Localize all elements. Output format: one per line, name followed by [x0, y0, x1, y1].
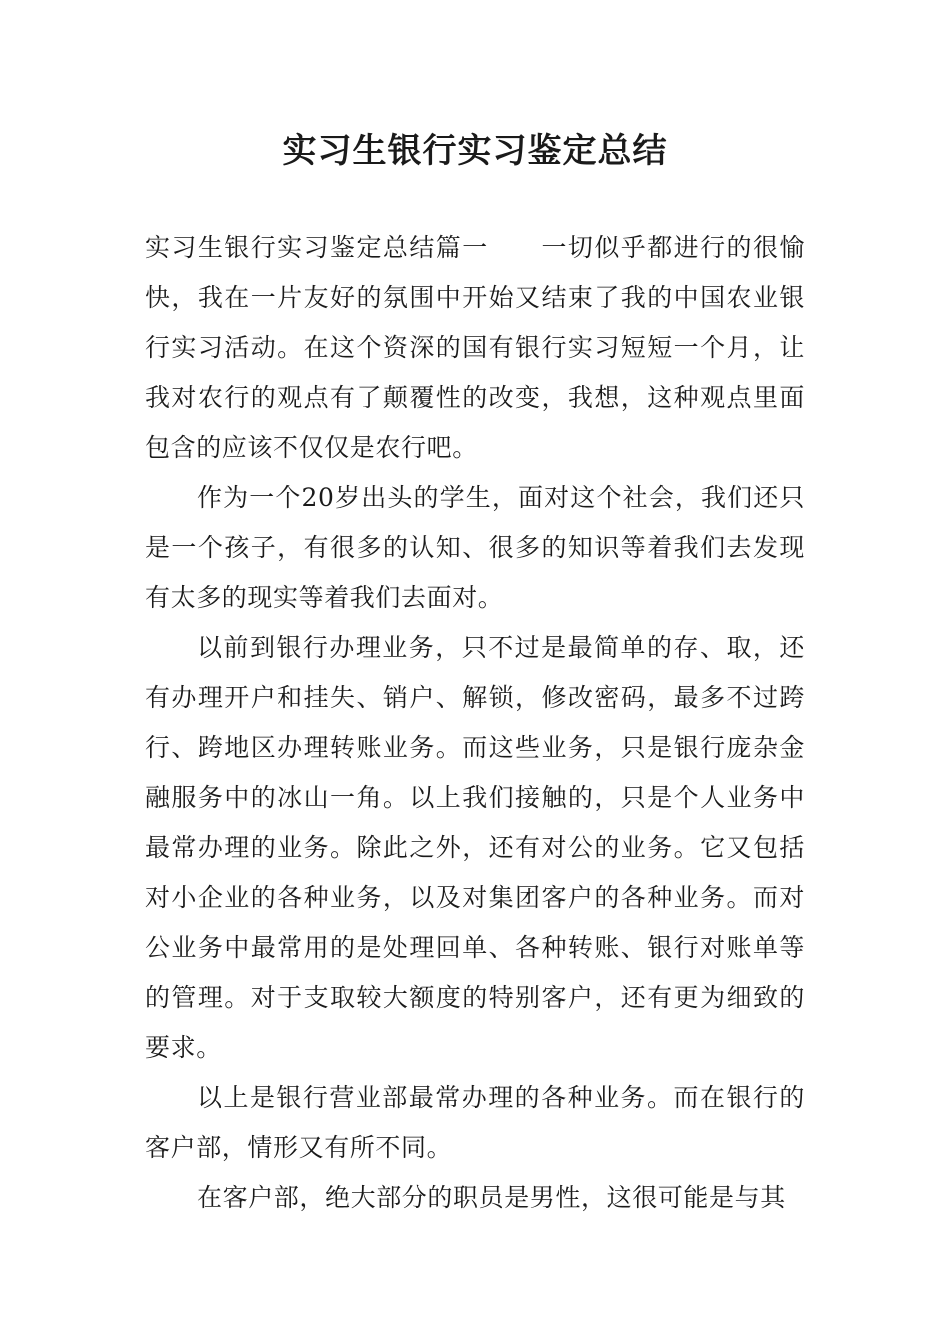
- paragraph-3: 以前到银行办理业务，只不过是最简单的存、取，还有办理开户和挂失、销户、解锁，修改密码，最多不过跨行、跨地区办理转账业务。而这些业务，只是银行庞杂金融服务中的冰山一角。以上我们接触的，只是个人业务中最常办理的业务。除此之外，还有对公的业务。它又包括对小企业的各种业务，以及对集团客户的各种业务。而对公业务中最常用的是处理回单、各种转账、银行对账单等的管理。对于支取较大额度的特别客户，还有更为细致的要求。: [145, 633, 805, 1062]
- paragraph-1: [145, 223, 805, 473]
- paragraph-5: 在客户部，绝大部分的职员是男性，这很可能是与其: [197, 1183, 786, 1212]
- section-heading: 实习生银行实习鉴定总结篇一: [145, 233, 489, 262]
- document-title: 实习生银行实习鉴定总结: [282, 131, 668, 171]
- document-body: [145, 223, 805, 1223]
- paragraph-1-text: 一切似乎都进行的很愉快，我在一片友好的氛围中开始又结束了我的中国农业银行实习活动。在这个资深的国有银行实习短短一个月，让我对农行的观点有了颠覆性的改变，我想，这种观点里面包含的应该不仅仅是农行吧。: [145, 233, 805, 462]
- paragraph-4: 以上是银行营业部最常办理的各种业务。而在银行的客户部，情形又有所不同。: [145, 1083, 805, 1162]
- paragraph-2: 作为一个20岁出头的学生，面对这个社会，我们还只是一个孩子，有很多的认知、很多的知识等着我们去发现有太多的现实等着我们去面对。: [145, 483, 805, 612]
